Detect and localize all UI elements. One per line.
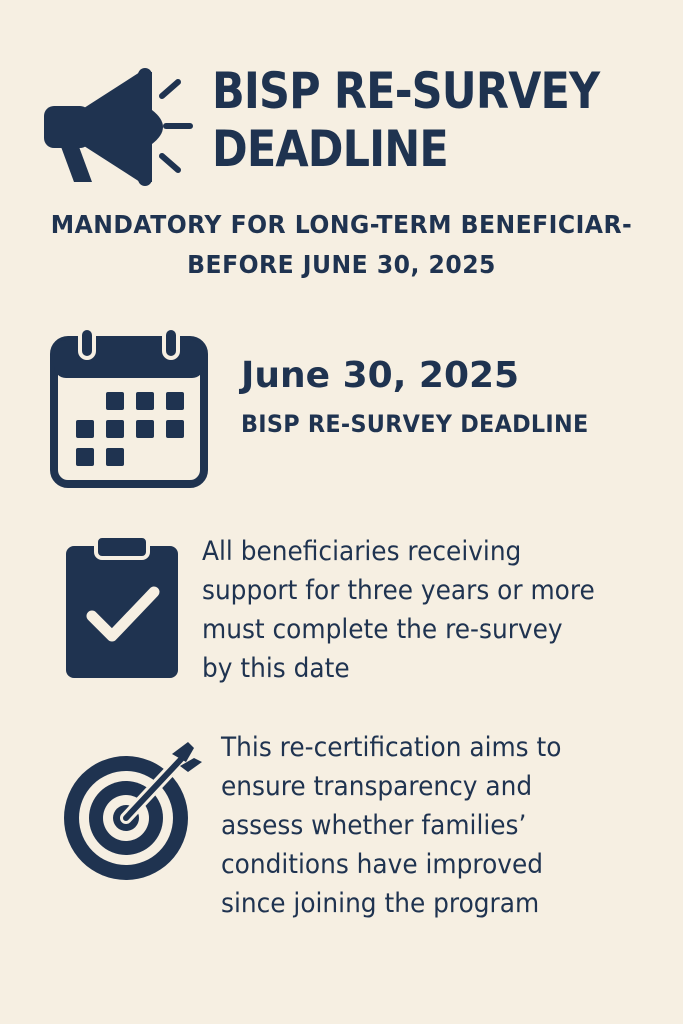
purpose-line-2: ensure transparency and <box>221 771 533 802</box>
purpose-line-1: This re-certification aims to <box>221 732 562 763</box>
subtitle <box>0 205 683 285</box>
requirement-line-4: by this date <box>202 653 350 684</box>
requirement-line-3: must complete the re-survey <box>202 614 563 645</box>
purpose-line-3: assess whether families’ <box>221 810 527 841</box>
deadline-date: June 30, 2025 <box>241 355 520 396</box>
clipboard-check-icon <box>66 534 180 680</box>
deadline-label: BISP RE-SURVEY DEADLINE <box>241 410 589 438</box>
purpose-line-5: since joining the program <box>221 888 540 919</box>
subtitle-line-2: BEFORE JUNE 30, 2025 <box>187 250 496 279</box>
purpose-line-4: conditions have improved <box>221 849 544 880</box>
title-line-2: DEADLINE <box>212 120 448 178</box>
requirement-line-1: All beneficiaries receiving <box>202 536 522 567</box>
page-title <box>212 62 599 178</box>
requirement-text <box>202 532 595 688</box>
purpose-text <box>221 728 561 923</box>
subtitle-line-1: MANDATORY FOR LONG-TERM BENEFICIAR- <box>50 210 633 239</box>
megaphone-icon <box>40 66 200 186</box>
requirement-line-2: support for three years or more <box>202 575 595 606</box>
target-icon <box>60 740 206 886</box>
title-line-1: BISP RE-SURVEY <box>212 62 600 120</box>
calendar-icon <box>50 326 210 488</box>
